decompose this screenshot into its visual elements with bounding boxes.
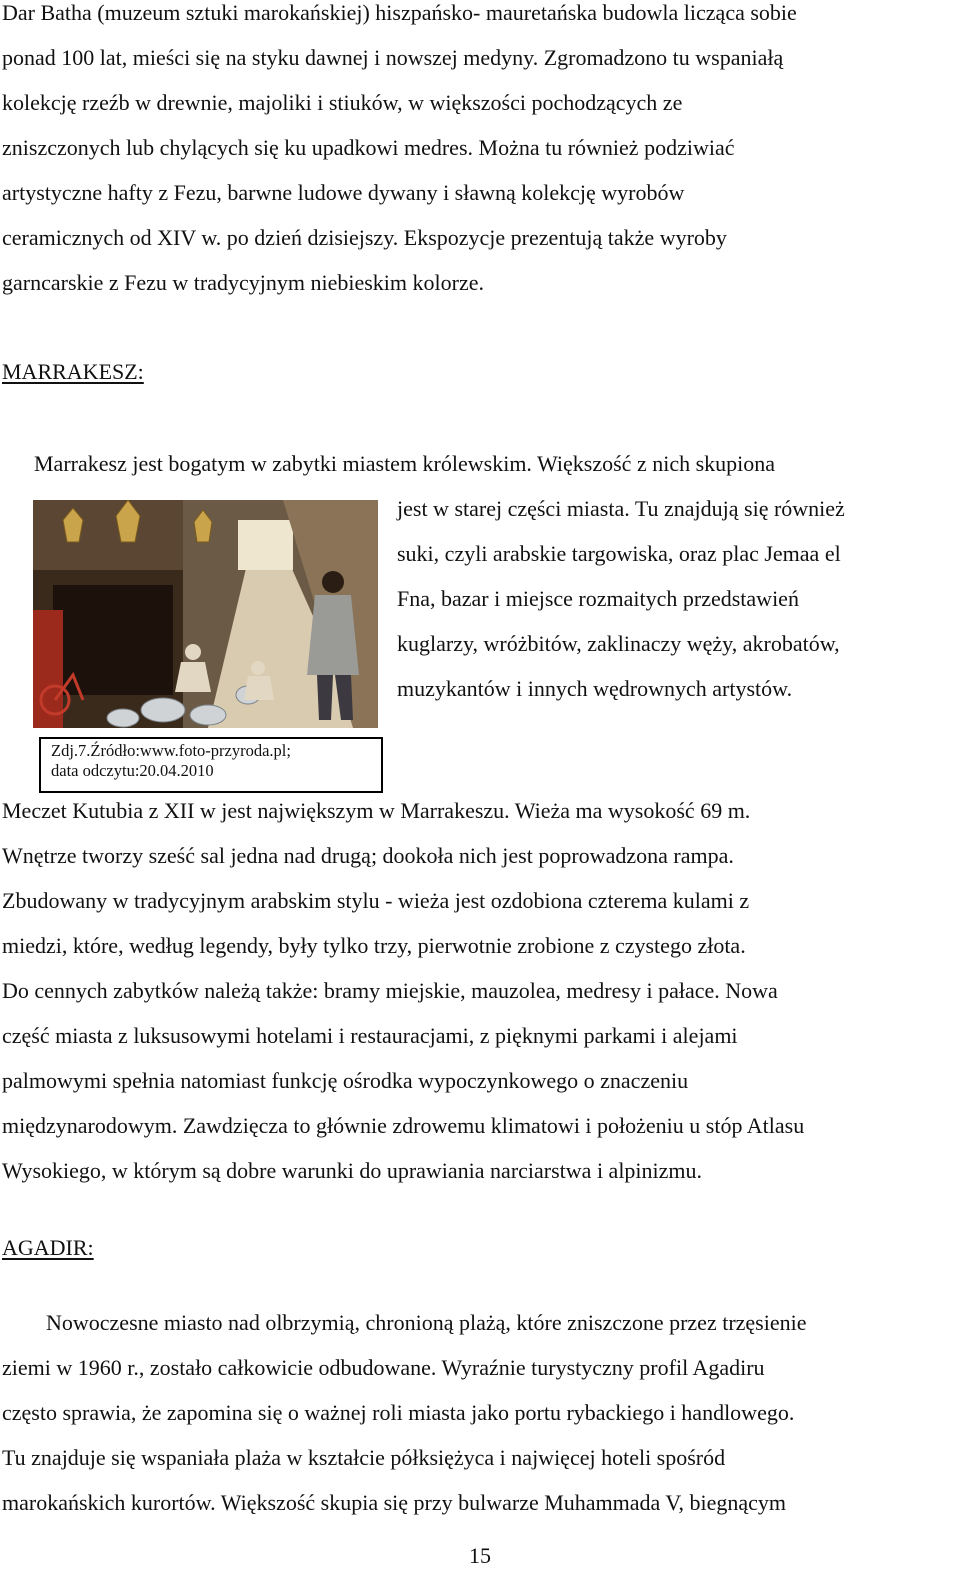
text-line: Dar Batha (muzeum sztuki marokańskiej) hiszpańsko- mauretańska budowla licząca sobie	[2, 0, 797, 25]
text-line: garncarskie z Fezu w tradycyjnym niebieskim kolorze.	[2, 270, 485, 295]
text-line: miedzi, które, według legendy, były tylko trzy, pierwotnie zrobione z czystego złota.	[2, 933, 746, 958]
text-line: Wnętrze tworzy sześć sal jedna nad drugą; dookoła nich jest poprowadzona rampa.	[2, 843, 734, 868]
marketplace-photo	[33, 500, 378, 728]
text-line: Nowoczesne miasto nad olbrzymią, chronioną plażą, które zniszczone przez trzęsienie	[46, 1310, 807, 1335]
text-line: artystyczne hafty z Fezu, barwne ludowe dywany i sławną kolekcję wyrobów	[2, 180, 685, 205]
text-line: Meczet Kutubia z XII w jest największym w Marrakeszu. Wieża ma wysokość 69 m.	[2, 798, 751, 823]
text-line: Fna, bazar i miejsce rozmaitych przedstawień	[397, 586, 799, 611]
text-line: marokańskich kurortów. Większość skupia się przy bulwarze Muhammada V, biegnącym	[2, 1490, 786, 1515]
text-line: Do cennych zabytków należą także: bramy miejskie, mauzolea, medresy i pałace. Nowa	[2, 978, 778, 1003]
page-number: 15	[469, 1543, 491, 1568]
text-line: międzynarodowym. Zawdzięcza to głównie zdrowemu klimatowi i położeniu u stóp Atlasu	[2, 1113, 805, 1138]
text-line: ziemi w 1960 r., zostało całkowicie odbudowane. Wyraźnie turystyczny profil Agadiru	[2, 1355, 765, 1380]
section-heading-agadir: AGADIR:	[2, 1235, 94, 1260]
section-heading-marrakesz: MARRAKESZ:	[2, 359, 144, 384]
text-line: kuglarzy, wróżbitów, zaklinaczy węży, akrobatów,	[397, 631, 840, 656]
text-line: muzykantów i innych wędrownych artystów.	[397, 676, 793, 701]
text-line: część miasta z luksusowymi hotelami i restauracjami, z pięknymi parkami i alejami	[2, 1023, 738, 1048]
text-line: Tu znajduje się wspaniała plaża w kształcie półksiężyca i najwięcej hoteli spośród	[2, 1445, 726, 1470]
caption-line: data odczytu:20.04.2010	[51, 761, 214, 780]
photo-caption	[39, 737, 383, 793]
text-line: Marrakesz jest bogatym w zabytki miastem królewskim. Większość z nich skupiona	[34, 451, 776, 476]
text-line: kolekcję rzeźb w drewnie, majoliki i stiuków, w większości pochodzących ze	[2, 90, 683, 115]
text-line: jest w starej części miasta. Tu znajdują się również	[397, 496, 845, 521]
text-line: zniszczonych lub chylących się ku upadkowi medres. Można tu również podziwiać	[2, 135, 735, 160]
text-line: ceramicznych od XIV w. po dzień dzisiejszy. Ekspozycje prezentują także wyroby	[2, 225, 727, 250]
text-line: często sprawia, że zapomina się o ważnej roli miasta jako portu rybackiego i handlowego.	[2, 1400, 795, 1425]
text-line: suki, czyli arabskie targowiska, oraz plac Jemaa el	[397, 541, 841, 566]
text-line: ponad 100 lat, mieści się na styku dawnej i nowszej medyny. Zgromadzono tu wspaniałą	[2, 45, 784, 70]
caption-line: Zdj.7.Źródło:www.foto-przyroda.pl;	[51, 741, 291, 760]
text-line: palmowymi spełnia natomiast funkcję ośrodka wypoczynkowego o znaczeniu	[2, 1068, 689, 1093]
text-line: Wysokiego, w którym są dobre warunki do uprawiania narciarstwa i alpinizmu.	[2, 1158, 703, 1183]
text-line: Zbudowany w tradycyjnym arabskim stylu - wieża jest ozdobiona czterema kulami z	[2, 888, 750, 913]
